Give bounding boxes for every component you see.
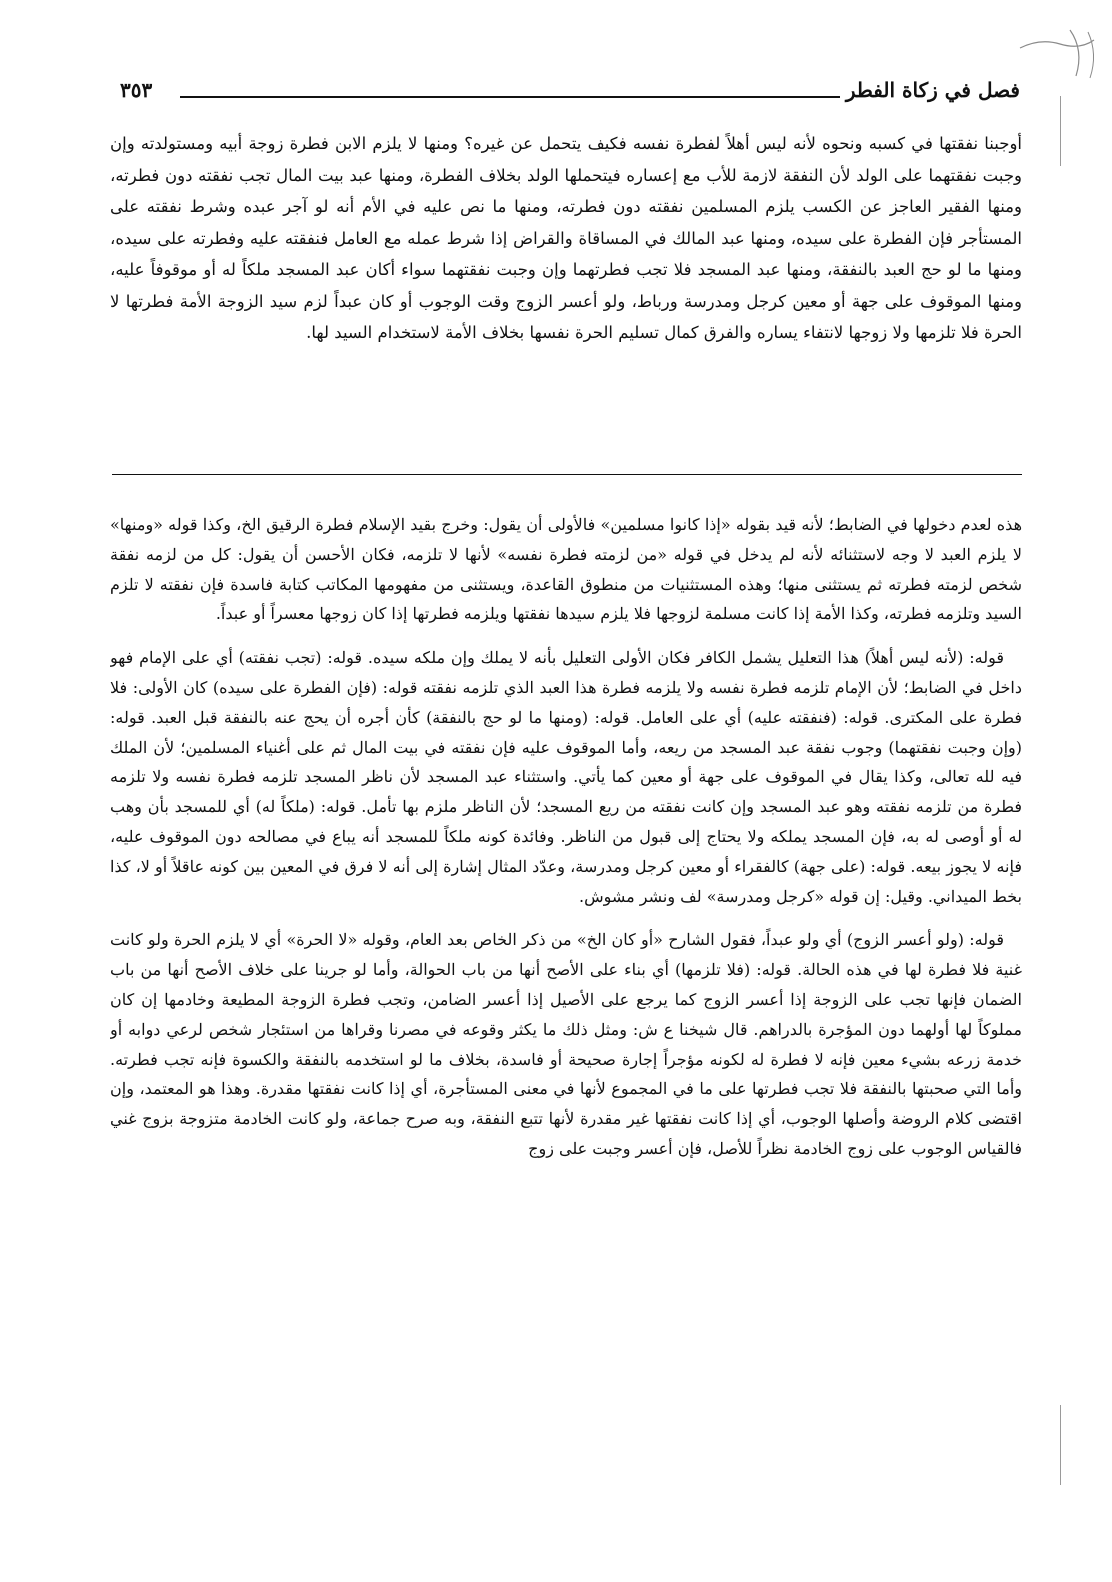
commentary-paragraph: قوله: (لأنه ليس أهلاً) هذا التعليل يشمل الكافر فكان الأولى التعليل بأنه لا يملك وإن ملكه سيده. قوله: (تجب نفقته) أي على الإمام فهو داخل في الضابط؛ لأن الإمام تلزمه فطرة نفسه ولا يلزمه فطرة هذا العبد الذي تلزمه نفقته قوله: (فإن الفطرة على سيده) كان الأولى: فلا فطرة على المكترى. قوله: (فنفقته عليه) أي على العامل. قوله: (ومنها ما لو حج بالنفقة) كأن أجره أن يحج عنه بالنفقة قبل العبد. قوله: (وإن وجبت نفقتهما) وجوب نفقة عبد المسجد من ريعه، وأما الموقوف عليه فإن نفقته في بيت المال ثم على أغنياء المسلمين؛ لأن الملك فيه لله تعالى، وكذا يقال في الموقوف على جهة أو معين كما يأتي. واستثناء عبد المسجد لأن ناظر المسجد تلزمه فطرة نفسه ولا تلزمه فطرة من تلزمه نفقته وهو عبد المسجد وإن كانت نفقته من ريع المسجد؛ لأن الناظر ملزم بها تأمل. قوله: (ملكاً له) أي للمسجد بأن وهب له أو أوصى له به، فإن المسجد يملكه ولا يحتاج إلى قبول من الناظر. وفائدة كونه ملكاً للمسجد أنه يباع في مصالحه دون الموقوف عليه، فإنه لا يجوز بيعه. قوله: (على جهة) كالفقراء أو معين كرجل ومدرسة، وعدّد المثال إشارة إلى أنه لا فرق في المعين بين كونه عاقلاً أو لا، كذا بخط الميداني. وقيل: إن قوله «كرجل ومدرسة» لف ونشر مشوش.: [110, 648, 1022, 906]
commentary: [110, 510, 1022, 1510]
chapter-title: فصل في زكاة الفطر: [845, 78, 1020, 102]
header-rule: [180, 96, 840, 98]
commentary-paragraph: قوله: (ولو أعسر الزوج) أي ولو عبداً، فقول الشارح «أو كان الخ» من ذكر الخاص بعد العام، وقوله «لا الحرة» أي لا يلزم الحرة ولو كانت غنية فلا فطرة لها في هذه الحالة. قوله: (فلا تلزمها) أي بناء على الأصح أنها من باب الحوالة، وأما لو جرينا على خلاف الأصح أنها من باب الضمان فإنها تجب على الزوجة إذا أعسر الزوج كما يرجع على الأصيل إذا أعسر الضامن، وتجب فطرة الزوجة المطيعة وخادمها إن كان مملوكاً لها أولهما دون المؤجرة بالدراهم. قال شيخنا ع ش: ومثل ذلك ما يكثر وقوعه في مصرنا وقراها من استئجار شخص لرعي دوابه أو خدمة زرعه بشيء معين فإنه لا فطرة له لكونه مؤجراً إجارة صحيحة أو فاسدة، بخلاف ما لو استخدمه بالنفقة والكسوة فإنه تجب فطرته. وأما التي صحبتها بالنفقة فلا تجب فطرتها على ما في المجموع لأنها في معنى المستأجرة، أي إذا كانت نفقتها مقدرة. وهذا هو المعتمد، وإن اقتضى كلام الروضة وأصلها الوجوب، أي إذا كانت نفقتها غير مقدرة لأنها تتبع النفقة، وبه صرح جماعة، ولو كانت الخادمة متزوجة بزوج غني فالقياس الوجوب على زوج الخادمة نظراً للأصل، فإن أعسر وجبت على زوج: [110, 930, 1022, 1158]
main-text: أوجبنا نفقتها في كسبه ونحوه لأنه ليس أهلاً لفطرة نفسه فكيف يتحمل عن غيره؟ ومنها لا يلزم الابن فطرة زوجة أبيه ومستولدته وإن وجبت نفقتهما على الولد لأن النفقة لازمة للأب مع إعساره فيتحملها الولد بخلاف الفطرة، ومنها عبد بيت المال تجب نفقته دون فطرته، ومنها الفقير العاجز عن الكسب يلزم المسلمين نفقته دون فطرته، ومنها ما نص عليه في الأم أنه لو آجر عبده وشرط نفقته على المستأجر فإن الفطرة على سيده، ومنها عبد المالك في المساقاة والقراض إذا شرط عمله مع العامل فنفقته عليه وفطرته على سيده، ومنها ما لو حج العبد بالنفقة، ومنها عبد المسجد فلا تجب فطرتهما وإن وجبت نفقتهما سواء أكان عبد المسجد ملكاً له أو موقوفاً عليه، ومنها الموقوف على جهة أو معين كرجل ومدرسة ورباط، ولو أعسر الزوج وقت الوجوب أو كان عبداً لزم سيد الزوجة الأمة فطرتها لا الحرة فلا تلزمها ولا زوجها لانتفاء يساره والفرق كمال تسليم الحرة نفسها بخلاف الأمة لاستخدام السيد لها.: [110, 134, 1022, 342]
binding-mark-bottom: [1060, 1405, 1101, 1485]
footnote-separator: [112, 474, 1022, 475]
page-number: ٣٥٣: [120, 78, 153, 102]
margin-scribble: [1010, 20, 1100, 80]
running-header: [120, 72, 1020, 112]
binding-mark-top: [1060, 96, 1101, 166]
commentary-paragraph: هذه لعدم دخولها في الضابط؛ لأنه قيد بقوله «إذا كانوا مسلمين» فالأولى أن يقول: وخرج بقيد الإسلام فطرة الرقيق الخ، وكذا قوله «ومنها» لا يلزم العبد لا وجه لاستثنائه لأنه لم يدخل في قوله «من لزمته فطرة نفسه» لأنها لا تلزمه، فكان الأحسن أن يقول: كل من لزمه نفقة شخص لزمته فطرته ثم يستثنى منها؛ وهذه المستثنيات من منطوق القاعدة، ويستثنى من مفهومها المكاتب كتابة فاسدة فإن نفقته لا تلزم السيد وتلزمه فطرته، وكذا الأمة إذا كانت مسلمة لزوجها فلا يلزم سيدها نفقتها ويلزمه فطرتها إذا كان زوجها معسراً أو عبداً.: [110, 515, 1022, 624]
